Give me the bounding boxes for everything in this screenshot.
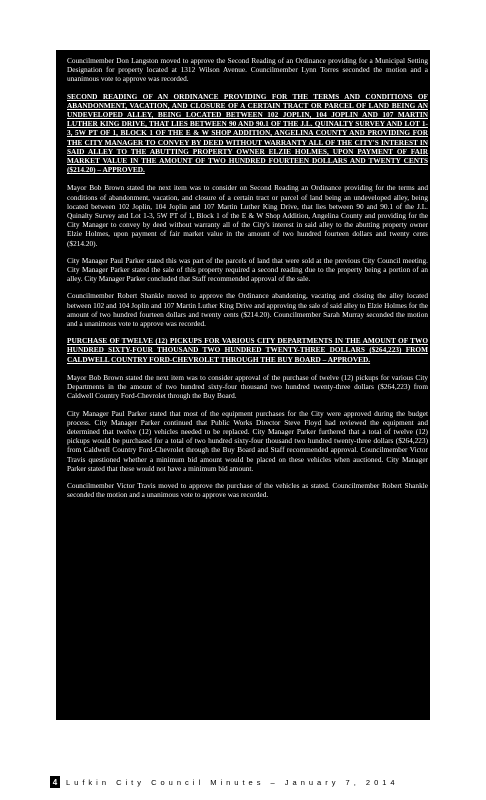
item-number: 10. (45, 336, 55, 346)
item-10-paragraph-2: City Manager Paul Parker stated that most of the equipment purchases for the City were approved during the budget process. City Manager Parker continued that Public Works Director Steve Floyd had reviewed the equipment and determined that twelve (12) vehicles needed to be replaced. City Manager Parker furthered that a total of twelve (12) pickups would be purchased for a total of two hundred sixty-four thousand two hundred twenty-three dollars ($264,223) from Caldwell Country Ford-Chevrolet through the Buy Board and Staff recommended approval. Councilmember Victor Travis questioned whether a minimum bid amount would be placed on these vehicles when auctioned. City Manager Parker stated that these would not have a minimum bid amount. (67, 408, 428, 473)
item-number: 9. (45, 91, 51, 101)
item-title: PURCHASE OF TWELVE (12) PICKUPS FOR VARIOUS CITY DEPARTMENTS IN THE AMOUNT OF TWO HUNDRED SIXTY-FOUR THOUSAND TWO HUNDRED TWENTY-THREE DOLLARS ($264,223) FROM CALDWELL COUNTRY FORD-CHEVROLET THROUGH THE BUY BOARD – APPROVED. (67, 336, 428, 364)
agenda-item-10 (45, 336, 428, 364)
document-body (45, 50, 430, 500)
item-title: SECOND READING OF AN ORDINANCE PROVIDING FOR THE TERMS AND CONDITIONS OF ABANDONMENT, VACATION, AND CLOSURE OF A CERTAIN TRACT OR PARCEL OF LAND BEING AN UNDEVELOPED ALLEY, BEING LOCATED BETWEEN 102 JOPLIN, 104 JOPLIN AND 107 MARTIN LUTHER KING DRIVE, THAT LIES BETWEEN 90 AND 90.1 OF THE J.L. QUINALTY SURVEY AND LOT 1-3, 5W PT OF 1, BLOCK 1 OF THE E & W SHOP ADDITION, ANGELINA COUNTY AND PROVIDING FOR THE CITY MANAGER TO CONVEY BY DEED WITHOUT WARRANTY ALL OF THE CITY'S INTEREST IN SAID ALLEY TO THE ABUTTING PROPERTY OWNER ELZIE HOLMES, UPON PAYMENT OF FAIR MARKET VALUE IN THE AMOUNT OF TWO HUNDRED FOURTEEN DOLLARS AND TWENTY CENTS ($214.20) – APPROVED. (67, 91, 428, 175)
item-9-paragraph-2: City Manager Paul Parker stated this was part of the parcels of land that were sold at the previous City Council meeting. City Manager Parker stated the sale of this property required a second reading due to the property being a portion of an alley. City Manager Parker concluded that Staff recommended approval of the sale. (67, 255, 428, 284)
item-10-paragraph-3: Councilmember Victor Travis moved to approve the purchase of the vehicles as stated. Councilmember Robert Shankle seconded the motion and a unanimous vote to approve was recorded. (67, 480, 428, 500)
item-9-paragraph-1: Mayor Bob Brown stated the next item was to consider on Second Reading an Ordinance providing for the terms and conditions of abandonment, vacation, and closure of a certain tract or parcel of land being an undeveloped alley, being located between 102 Joplin, 104 Joplin and 107 Martin Luther King Drive, that lies between 90 and 90.1 of the J.L. Quinalty Survey and Lot 1-3, 5W PT of 1, Block 1 of the E & W Shop Addition, Angelina County and providing for the City Manager to convey by deed without warranty all of the City's interest in said alley to the abutting property owner Elzie Holmes, upon payment of fair market value in the amount of two hundred fourteen dollars and twenty cents ($214.20). (67, 183, 428, 248)
agenda-item-9 (45, 91, 428, 175)
footer-title: Lufkin City Council Minutes – January 7, 2014 (66, 777, 399, 787)
page-footer (50, 775, 399, 789)
item-10-paragraph-1: Mayor Bob Brown stated the next item was to consider approval of the purchase of twelve (12) pickups for various City Departments in the amount of two hundred sixty-four thousand two hundred twenty-three dollars ($264,223) from Caldwell Country Ford-Chevrolet through the Buy Board. (67, 372, 428, 401)
item-9-paragraph-3: Councilmember Robert Shankle moved to approve the Ordinance abandoning, vacating and closing the alley located between 102 and 104 Joplin and 107 Martin Luther King Drive and approving the sale of said alley to Elzie Holmes for the amount of two hundred fourteen dollars and twenty cents ($214.20). Councilmember Sarah Murray seconded the motion and a unanimous vote to approve was recorded. (67, 291, 428, 329)
page-number: 4 (50, 776, 60, 788)
intro-paragraph: Councilmember Don Langston moved to approve the Second Reading of an Ordinance providing for a Municipal Setting Designation for property located at 1312 Wilson Avenue. Councilmember Lynn Torres seconded the motion and a unanimous vote to approve was recorded. (67, 56, 428, 84)
document-page (45, 50, 430, 720)
